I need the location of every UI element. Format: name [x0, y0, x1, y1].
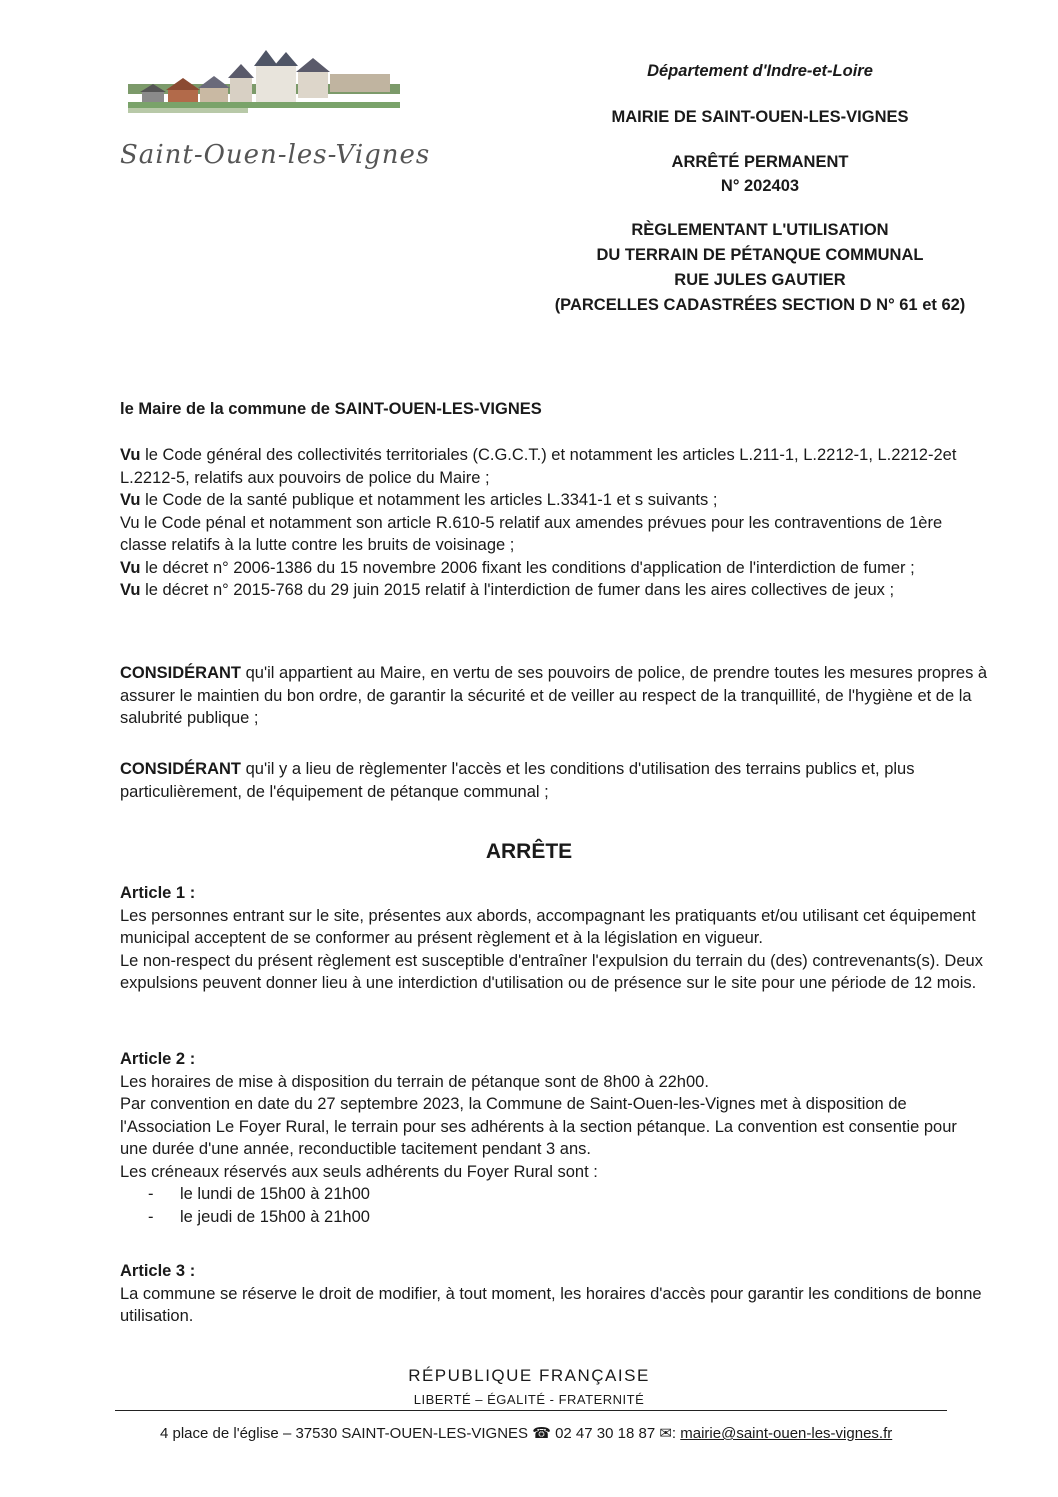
vu-item	[120, 489, 988, 512]
vu-text: le Code de la santé publique et notamment les articles L.3341-1 et s suivants ;	[140, 491, 718, 509]
considerant-text: qu'il appartient au Maire, en vertu de ses pouvoirs de police, de prendre toutes les mesures propres à assurer le maintien du bon ordre, de garantir la sécurité et de veiller au respect de la tranquillité, de l'hygiène et de la salubrité publique ;	[120, 664, 988, 727]
vu-text: le décret n° 2006-1386 du 15 novembre 2006 fixant les conditions d'application de l'interdiction de fumer ;	[140, 558, 915, 577]
footer-divider	[115, 1410, 947, 1411]
email-icon: ✉:	[659, 1425, 677, 1442]
list-item: - le jeudi de 15h00 à 21h00	[148, 1207, 370, 1226]
vu-section	[120, 444, 988, 602]
vu-lead: Vu	[120, 581, 141, 599]
article-paragraph: Par convention en date du 27 septembre 2023, la Commune de Saint-Ouen-les-Vignes met à disposition de l'Association Le Foyer Rural, le terrain pour ses adhérents à la section pétanque. La convention est consentie pour une durée d'une année, reconductible tacitement pendant 3 ans.	[120, 1095, 957, 1158]
departement-label: Département d'Indre-et-Loire	[647, 62, 873, 80]
address-text: 4 place de l'église – 37530 SAINT-OUEN-LES-VIGNES	[160, 1425, 529, 1442]
article-title: Article 2 :	[120, 1050, 196, 1068]
title-line: DU TERRAIN DE PÉTANQUE COMMUNAL	[596, 246, 924, 264]
vu-lead: Vu	[120, 558, 141, 577]
arrete-heading	[520, 150, 1000, 198]
vu-text: Vu le Code pénal et notamment son article R.610-5 relatif aux amendes prévues pour les contraventions de 1ère classe relatifs à la lutte contre les bruits de voisinage ;	[120, 513, 943, 554]
title-line: (PARCELLES CADASTRÉES SECTION D N° 61 et 62)	[554, 296, 966, 314]
considerant-text: qu'il y a lieu de règlementer l'accès et les conditions d'utilisation des terrains publics et, plus particulièrement, de l'équipement de pétanque communal ;	[120, 760, 915, 801]
arrete-title	[520, 218, 1000, 318]
logo-wordmark: Saint-Ouen-les-Vignes	[120, 140, 431, 170]
arrete-section-heading: ARRÊTE	[485, 840, 573, 863]
vu-item	[120, 557, 988, 580]
considerant-1	[120, 662, 988, 730]
vu-lead: Vu	[120, 446, 141, 464]
article-3	[120, 1260, 988, 1328]
republique-label: RÉPUBLIQUE FRANÇAISE	[408, 1366, 650, 1385]
devise-label: LIBERTÉ – ÉGALITÉ - FRATERNITÉ	[413, 1392, 645, 1407]
article-paragraph: Les créneaux réservés aux seuls adhérents du Foyer Rural sont :	[120, 1162, 598, 1181]
vu-lead: Vu	[120, 491, 141, 509]
article-title: Article 3 :	[120, 1262, 196, 1280]
article-paragraph: La commune se réserve le droit de modifier, à tout moment, les horaires d'accès pour garantir les conditions de bonne utilisation.	[120, 1284, 982, 1325]
mairie-label: MAIRIE DE SAINT-OUEN-LES-VIGNES	[611, 108, 909, 126]
phone-icon: ☎	[532, 1425, 551, 1442]
title-line: RUE JULES GAUTIER	[674, 271, 846, 289]
considerant-lead: CONSIDÉRANT	[120, 664, 242, 682]
vu-item	[120, 512, 988, 557]
article-paragraph: Les horaires de mise à disposition du terrain de pétanque sont de 8h00 à 22h00.	[120, 1072, 709, 1091]
considerant-lead: CONSIDÉRANT	[120, 760, 242, 778]
list-item-text: le jeudi de 15h00 à 21h00	[180, 1207, 370, 1226]
title-line: RÈGLEMENTANT L'UTILISATION	[631, 221, 889, 239]
vu-text: le décret n° 2015-768 du 29 juin 2015 relatif à l'interdiction de fumer dans les aires collectives de jeux ;	[140, 581, 895, 599]
vu-item	[120, 444, 988, 489]
considerant-2	[120, 758, 988, 803]
vu-text: le Code général des collectivités territoriales (C.G.C.T.) et notamment les articles L.211-1, L.2212-1, L.2212-2et L.2212-5, relatifs aux pouvoirs de police du Maire ;	[120, 446, 957, 487]
article-1	[120, 882, 988, 995]
intro-line: le Maire de la commune de SAINT-OUEN-LES-VIGNES	[120, 400, 542, 418]
article-title: Article 1 :	[120, 884, 196, 902]
article-2	[120, 1048, 988, 1228]
vu-item	[120, 579, 988, 602]
arrete-type: ARRÊTÉ PERMANENT	[671, 153, 849, 171]
email-link[interactable]: mairie@saint-ouen-les-vignes.fr	[680, 1425, 893, 1442]
article-paragraph: Le non-respect du présent règlement est susceptible d'entraîner l'expulsion du terrain du (des) contrevenants(s). Deux expulsions peuvent donner lieu à une interdiction d'utilisation ou de présence sur le site pour une période de 12 mois.	[120, 951, 983, 992]
arrete-number: N° 202403	[720, 177, 800, 195]
list-item: - le lundi de 15h00 à 21h00	[148, 1185, 370, 1203]
phone-number: 02 47 30 18 87	[555, 1425, 656, 1442]
article-paragraph: Les personnes entrant sur le site, présentes aux abords, accompagnant les pratiquants et/ou utilisant cet équipement municipal acceptent de se conformer au présent règlement et à la législation en vigueur.	[120, 906, 976, 947]
list-item-text: le lundi de 15h00 à 21h00	[180, 1185, 370, 1203]
footer-contact	[160, 1424, 960, 1442]
